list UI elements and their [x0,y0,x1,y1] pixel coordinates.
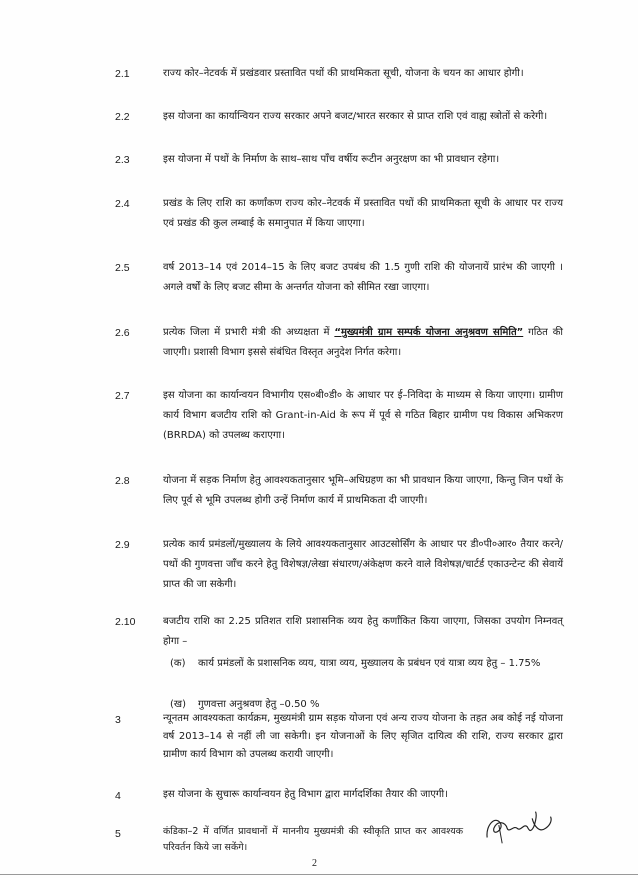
clause-text: प्रत्येक कार्य प्रमंडलों/मुख्यालय के लिये आवश्यकतानुसार आउटसोर्सिंग के आधार पर डी०पी०आर० तैयार करने/पथों की गुणवत्ता जाँच करने हेतु विशेषज्ञ/लेखा संधारण/अंकेक्षण करने वाले विशेषज्ञ/चार्टर्ड एकाउन्टेन्ट की सेवायें प्राप्त की जा सकेगी। [163,539,563,590]
clause-number: 2.8 [115,475,130,487]
page-number: 2 [312,858,317,869]
bottom-divider [0,874,638,875]
clause-number: 5 [115,828,121,840]
clause-number: 2.5 [115,262,130,274]
signature-image [478,800,558,850]
clause-text: इस योजना के सुचारू कार्यान्वयन हेतु विभाग द्वारा मार्गदर्शिका तैयार की जाएगी। [163,789,448,800]
subclause-text: गुणवत्ता अनुश्रवण हेतु –0.50 % [198,699,320,710]
clause-number: 2.6 [115,327,130,339]
clause-number: 4 [115,790,121,802]
clause-text-part: प्रत्येक जिला में प्रभारी मंत्री की अध्यक्षता में [163,327,335,338]
clause-text: कंडिका–2 में वर्णित प्रावधानों में माननीय मुख्यमंत्री की स्वीकृति प्राप्त कर आवश्यक परिवर्तन किये जा सकेंगे। [163,826,463,853]
subclause-label: (ख) [170,699,186,710]
clause-number: 2.9 [115,539,130,551]
signature-icon [478,800,558,850]
clause-text: योजना में सड़क निर्माण हेतु आवश्यकतानुसार भूमि–अधिग्रहण का भी प्रावधान किया जाएगा, किन्तु जिन पथों के लिए पूर्व से भूमि उपलब्ध होगी उन्हें निर्माण कार्य में प्राथमिकता दी जाएगी। [163,475,563,506]
clause-number: 2.3 [115,154,130,166]
clause-number: 2.1 [115,68,130,80]
clause-number: 3 [115,714,121,726]
clause-text: इस योजना में पथों के निर्माण के साथ–साथ पाँच वर्षीय रूटीन अनुरक्षण का भी प्रावधान रहेगा। [163,154,500,165]
clause-text: इस योजना का कार्यान्वयन विभागीय एस०बी०डी० के आधार पर ई–निविदा के माध्यम से किया जाएगा। ग्रामीण कार्य विभाग बजटीय राशि को Grant-in-Aid के रूप में पूर्व से गठित बिहार ग्रामीण पथ विकास अभिकरण (BRRDA) को उपलब्ध कराएगा। [163,390,563,441]
committee-name: “मुख्यमंत्री ग्राम सम्पर्क योजना अनुश्रवण समिति” [334,327,524,338]
clause-text: न्यूनतम आवश्यकता कार्यक्रम, मुख्यमंत्री ग्राम सड़क योजना एवं अन्य राज्य योजना के तहत अब कोई नई योजना वर्ष 2013–14 से नहीं ली जा सकेगी। इन योजनाओं के लिए सृजित दायित्व की राशि, राज्य सरकार द्वारा ग्रामीण कार्य विभाग को उपलब्ध करायी जाएगी। [163,713,563,760]
clause-number: 2.10 [115,616,136,628]
clause-text: इस योजना का कार्यान्वियन राज्य सरकार अपने बजट/भारत सरकार से प्राप्त राशि एवं वाह्य स्त्रोतों से करेगी। [163,111,548,122]
clause-text: वर्ष 2013–14 एवं 2014–15 के लिए बजट उपबंध की 1.5 गुणी राशि की योजनायें प्रारंभ की जाएगी । अगले वर्षों के लिए बजट सीमा के अन्तर्गत योजना को सीमित रखा जाएगा। [163,262,563,293]
clause-text: बजटीय राशि का 2.25 प्रतिशत राशि प्रशासनिक व्यय हेतु कर्णांकित किया जाएगा, जिसका उपयोग निम्नवत् होगा – [163,616,563,647]
clause-number: 2.7 [115,390,130,402]
clause-number: 2.2 [115,111,130,123]
clause-text-part: गठित की जाएगी। प्रशासी विभाग इससे संबंधित विस्तृत अनुदेश निर्गत करेगा। [163,327,563,358]
subclause-text: कार्य प्रमंडलों के प्रशासनिक व्यय, यात्रा व्यय, मुख्यालय के प्रबंधन एवं यात्रा व्यय हेतु – 1.75% [198,658,541,669]
subclause-label: (क) [170,658,186,669]
clause-text [163,323,563,363]
clause-text: प्रखंड के लिए राशि का कर्णांकण राज्य कोर–नेटवर्क में प्रस्तावित पथों की प्राथमिकता सूची के आधार पर राज्य एवं प्रखंड की कुल लम्बाई के समानुपात में किया जाएगा। [163,198,563,229]
clause-text: राज्य कोर–नेटवर्क में प्रखंडवार प्रस्तावित पथों की प्राथमिकता सूची, योजना के चयन का आधार होगी। [163,68,524,79]
clause-number: 2.4 [115,198,130,210]
